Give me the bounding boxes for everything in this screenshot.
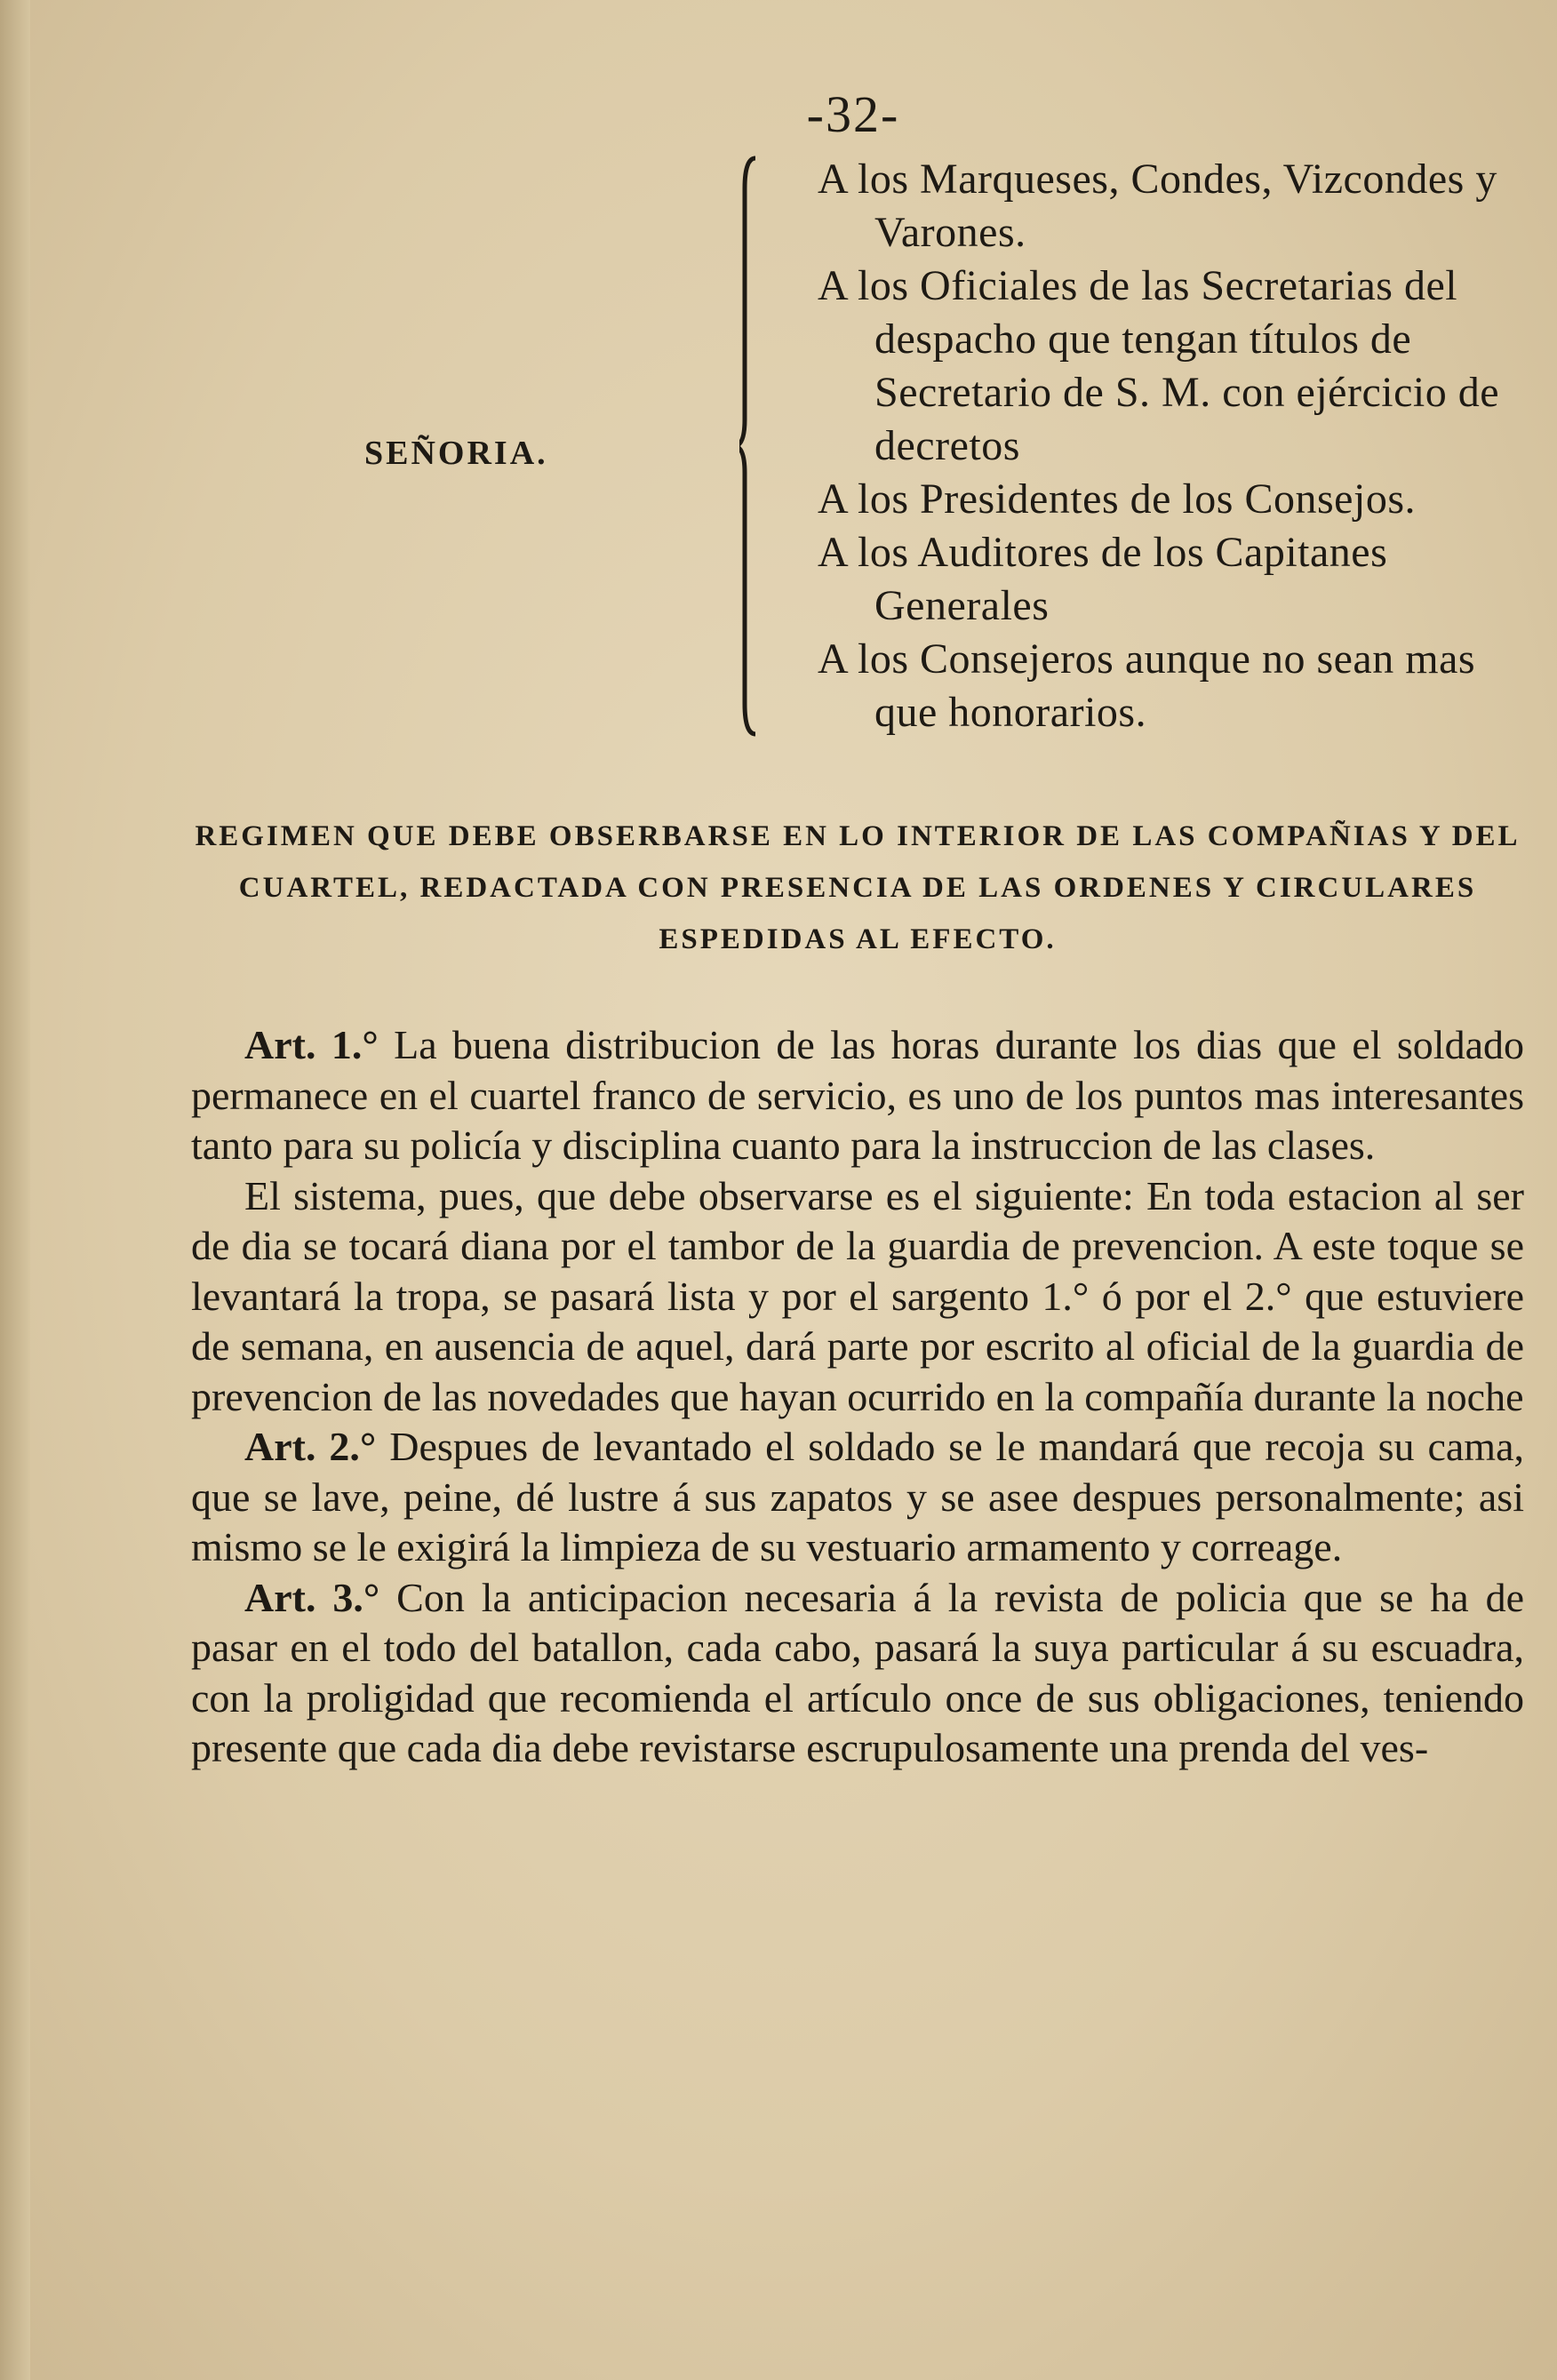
address-item: A los Marqueses, Condes, Vizcondes y Varones. [818,156,1497,256]
article-label: Art. 3.° [244,1574,380,1620]
address-item: A los Oficiales de las Secretarias del despacho que tengan títulos de Secretario de S. M. con ejércicio de decretos [818,262,1500,469]
curly-brace [739,153,775,739]
senoria-label: SEÑORIA. [364,435,548,472]
address-item: A los Consejeros aunque no sean mas que honorarios. [818,635,1476,736]
address-list [818,153,1537,739]
article-label: Art. 2.° [244,1424,377,1469]
body-text [191,1020,1524,1774]
paragraph-art-3 [191,1573,1524,1774]
paragraph-sistema [191,1171,1524,1423]
paragraph-text: Con la anticipacion necesaria á la revista de policia que se ha de pasar en el todo del batallon, cada cabo, pasará la suya particular á su escuadra, con la proligidad que recomienda el artículo once de sus obligaciones, teniendo presente que cada dia debe revistarse escrupulosamente una prenda del ves- [191,1574,1524,1770]
page-number: -32- [806,85,900,143]
paragraph-text: La buena distribucion de las horas durante los dias que el soldado permanece en el cuartel franco de servicio, es uno de los puntos mas interesantes tanto para su policía y disciplina cuanto para la instruccion de las clases. [191,1022,1525,1168]
paragraph-art-2 [191,1422,1524,1573]
paragraph-art-1 [191,1020,1524,1171]
article-label: Art. 1.° [244,1022,379,1067]
section-title: REGIMEN QUE DEBE OBSERBARSE EN LO INTERIOR DE LAS COMPAÑIAS Y DEL CUARTEL, REDACTADA CON PRESENCIA DE LAS ORDENES Y CIRCULARES ESPEDIDAS AL EFECTO. [195,820,1521,955]
page-binding-edge [0,0,30,2380]
address-item: A los Presidentes de los Consejos. [818,475,1416,523]
paragraph-text: Despues de levantado el soldado se le mandará que recoja su cama, que se lave, peine, dé lustre á sus zapatos y se asee despues personalmente; asi mismo se le exigirá la limpieza de su vestuario armamento y correage. [191,1424,1524,1569]
paragraph-text: El sistema, pues, que debe observarse es el siguiente: En toda estacion al ser de dia se tocará diana por el tambor de la guardia de prevencion. A este toque se levantará la tropa, se pasará lista y por el sargento 1.° ó por el 2.° que estuviere de semana, en ausencia de aquel, dará parte por escrito al oficial de la guardia de prevencion de las novedades que hayan ocurrido en la compañía durante la noche [191,1172,1524,1419]
address-item: A los Auditores de los Capitanes Generales [818,529,1388,629]
